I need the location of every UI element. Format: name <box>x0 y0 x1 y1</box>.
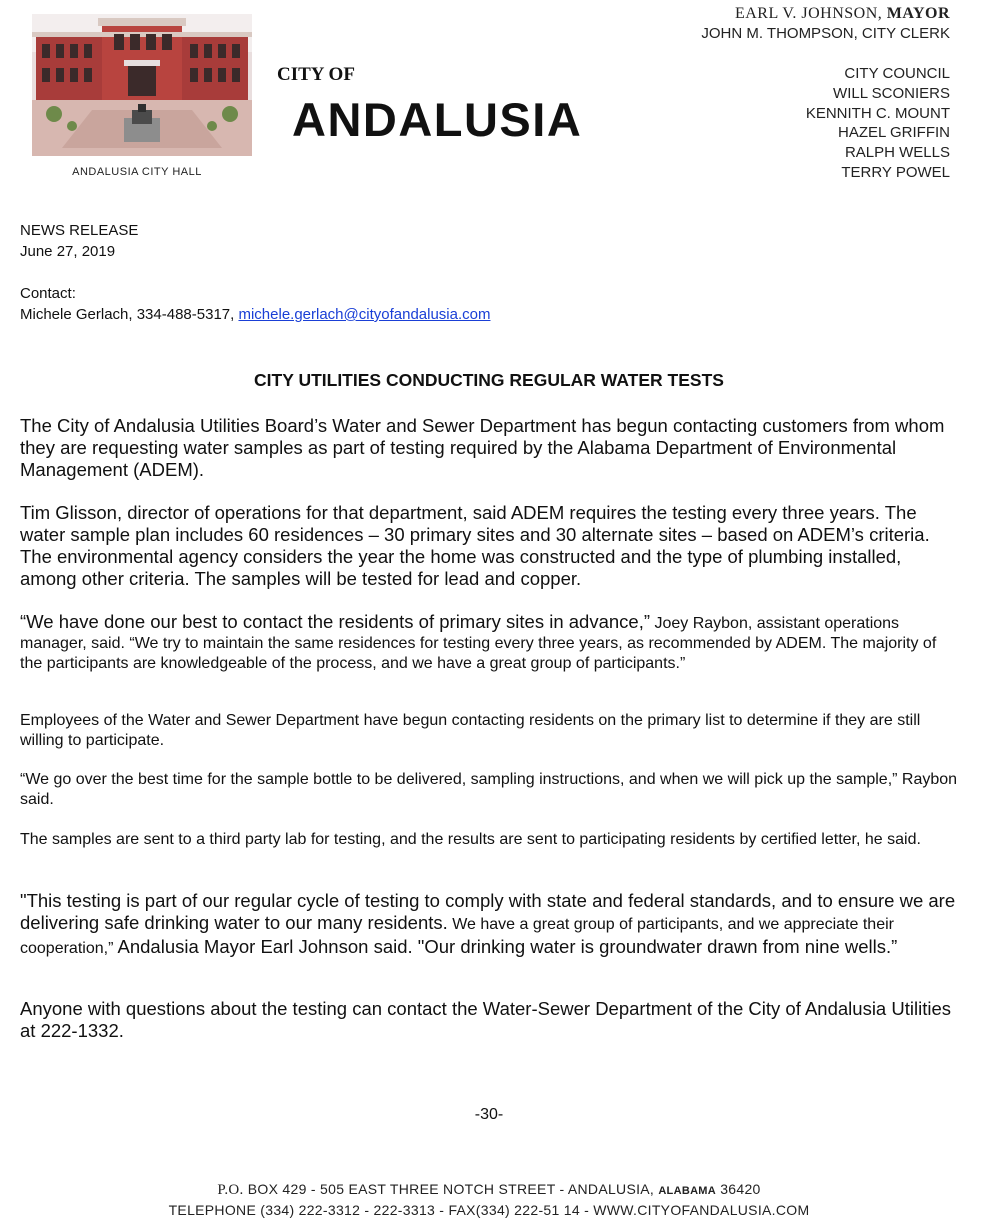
paragraph-4: Employees of the Water and Sewer Department have begun contacting residents on the primary list to determine if they are still willing to participate. <box>20 712 921 749</box>
council-member: KENNITH C. MOUNT <box>805 104 950 122</box>
city-clerk-line: JOHN M. THOMPSON, CITY CLERK <box>701 25 950 42</box>
city-name-title: ANDALUSIA <box>292 93 583 146</box>
paragraph-8: Anyone with questions about the testing can contact the Water-Sewer Department of the City of Andalusia Utilities at 222-1332. <box>20 998 951 1041</box>
footer-zip: 36420 <box>716 1181 761 1197</box>
council-member: TERRY POWEL <box>841 163 950 181</box>
logo-caption: ANDALUSIA CITY HALL <box>72 166 202 178</box>
paragraph-7-part-a: "This testing is part of our regular cycle of testing to comply with state and federal standards, and to ensure we are delivering safe drinking water to our many residents. <box>20 890 956 933</box>
contact-line <box>20 304 490 325</box>
footer-line-1 <box>0 1180 978 1201</box>
headline: CITY UTILITIES CONDUCTING REGULAR WATER TESTS <box>254 370 724 390</box>
contact-label: Contact: <box>20 285 76 302</box>
paragraph-2: Tim Glisson, director of operations for that department, said ADEM requires the testing every three years. The water sample plan includes 60 residences – 30 primary sites and 30 alternate sites – based on ADEM’s criteria. The environmental agency considers the year the home was constructed and the type of plumbing installed, among other criteria. The samples will be tested for lead and copper. <box>20 502 930 589</box>
city-hall-image <box>32 14 252 156</box>
paragraph-7-part-c: Andalusia Mayor Earl Johnson said. "Our drinking water is groundwater drawn from nine wells.” <box>113 936 898 957</box>
paragraph-5: “We go over the best time for the sample bottle to be delivered, sampling instructions, and when we will pick up the sample,” Raybon said. <box>20 771 958 808</box>
paragraph-3-rest: Joey Raybon, assistant operations manager, said. “We try to maintain the same residences for testing every three years, as recommended by ADEM. The majority of the participants are knowledgeable of the process, and we have a great group of participants.” <box>20 615 937 672</box>
city-hall-illustration <box>32 14 252 156</box>
contact-name: Michele Gerlach, 334-488-5317, <box>20 306 235 323</box>
footer-line-2: TELEPHONE (334) 222-3312 - 222-3313 - FAX(334) 222-51 14 - WWW.CITYOFANDALUSIA.COM <box>168 1202 810 1218</box>
council-member: RALPH WELLS <box>844 144 950 162</box>
mayor-line <box>701 4 950 24</box>
council-heading: CITY COUNCIL <box>844 65 950 82</box>
contact-email-link[interactable]: michele.gerlach@cityofandalusia.com <box>238 306 491 323</box>
end-marker: -30- <box>474 1106 504 1123</box>
paragraph-7-part-b: We have a great group of participants, and we appreciate their cooperation,” <box>20 916 894 957</box>
footer-address <box>0 1180 978 1220</box>
release-header <box>20 220 490 325</box>
council-member: HAZEL GRIFFIN <box>838 124 950 142</box>
mayor-name: EARL V. JOHNSON, <box>734 5 883 22</box>
mayor-title: MAYOR <box>886 5 950 22</box>
footer-street: BOX 429 - 505 EAST THREE NOTCH STREET - ANDALUSIA, <box>243 1181 659 1197</box>
paragraph-1: The City of Andalusia Utilities Board’s Water and Sewer Department has begun contacting customers from whom they are requesting water samples as part of testing required by the Alabama Department of Environmental Management (ADEM). <box>20 415 945 480</box>
footer-state: ALABAMA <box>658 1185 717 1197</box>
release-date: June 27, 2019 <box>20 243 116 260</box>
paragraph-3 <box>20 611 960 674</box>
officials-block <box>701 4 950 44</box>
council-member: WILL SCONIERS <box>833 84 950 102</box>
paragraph-6: The samples are sent to a third party lab for testing, and the results are sent to participating residents by certified letter, he said. <box>20 831 921 848</box>
footer-po: P.O. <box>217 1182 244 1198</box>
council-list <box>806 64 950 183</box>
release-label: NEWS RELEASE <box>20 222 139 239</box>
city-of-label: CITY OF <box>277 64 355 85</box>
paragraph-7 <box>20 890 960 960</box>
paragraph-3-quote: “We have done our best to contact the residents of primary sites in advance,” <box>20 611 651 632</box>
